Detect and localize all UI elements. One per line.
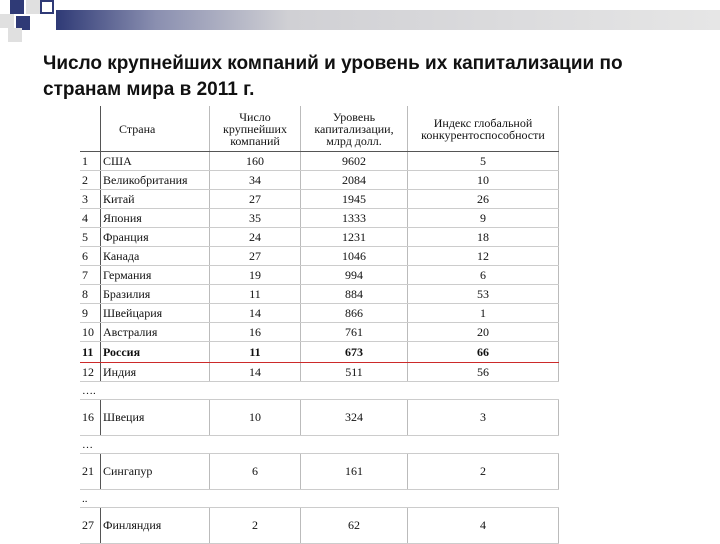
table-row <box>80 266 559 285</box>
cell-num: 5 <box>80 228 101 247</box>
cell-companies: 27 <box>210 247 301 266</box>
header-country: Страна <box>101 106 210 152</box>
cell-num: …. <box>80 382 101 400</box>
cell-capitalization: 994 <box>301 266 408 285</box>
table-row <box>80 454 559 490</box>
table-body <box>80 152 559 544</box>
cell-country: Китай <box>101 190 210 209</box>
table-row <box>80 152 559 171</box>
cell-country: Япония <box>101 209 210 228</box>
table-row <box>80 490 559 508</box>
cell-companies <box>210 490 301 508</box>
cell-country: Германия <box>101 266 210 285</box>
cell-num: 1 <box>80 152 101 171</box>
cell-num: 8 <box>80 285 101 304</box>
cell-country: Швеция <box>101 400 210 436</box>
cell-country: Великобритания <box>101 171 210 190</box>
table-row <box>80 285 559 304</box>
cell-country <box>101 382 210 400</box>
table-row <box>80 247 559 266</box>
cell-capitalization: 1945 <box>301 190 408 209</box>
table-row <box>80 209 559 228</box>
cell-num: 27 <box>80 508 101 544</box>
table-row <box>80 436 559 454</box>
cell-companies: 35 <box>210 209 301 228</box>
cell-country: Канада <box>101 247 210 266</box>
cell-index: 20 <box>408 323 559 342</box>
cell-capitalization: 161 <box>301 454 408 490</box>
cell-index <box>408 436 559 454</box>
cell-country <box>101 436 210 454</box>
table-row <box>80 508 559 544</box>
cell-num: 6 <box>80 247 101 266</box>
cell-capitalization <box>301 490 408 508</box>
cell-capitalization: 1046 <box>301 247 408 266</box>
cell-companies: 24 <box>210 228 301 247</box>
cell-index: 56 <box>408 363 559 382</box>
cell-index: 4 <box>408 508 559 544</box>
cell-index: 18 <box>408 228 559 247</box>
cell-companies: 14 <box>210 304 301 323</box>
cell-country: США <box>101 152 210 171</box>
cell-index: 9 <box>408 209 559 228</box>
cell-capitalization: 673 <box>301 342 408 363</box>
cell-country: Финляндия <box>101 508 210 544</box>
cell-companies: 11 <box>210 342 301 363</box>
deco-square <box>8 28 22 42</box>
cell-num: 9 <box>80 304 101 323</box>
cell-capitalization: 761 <box>301 323 408 342</box>
cell-num: 16 <box>80 400 101 436</box>
cell-companies: 6 <box>210 454 301 490</box>
deco-square <box>10 0 24 14</box>
table-row <box>80 304 559 323</box>
cell-capitalization: 511 <box>301 363 408 382</box>
table-row <box>80 323 559 342</box>
cell-index: 5 <box>408 152 559 171</box>
cell-capitalization: 884 <box>301 285 408 304</box>
cell-companies: 34 <box>210 171 301 190</box>
cell-num: 4 <box>80 209 101 228</box>
header-capitalization: Уровень капитализации, млрд долл. <box>301 106 408 152</box>
deco-square <box>0 14 14 28</box>
cell-index: 12 <box>408 247 559 266</box>
cell-capitalization: 2084 <box>301 171 408 190</box>
cell-companies: 11 <box>210 285 301 304</box>
companies-table <box>80 106 559 544</box>
header-companies: Число крупнейших компаний <box>210 106 301 152</box>
cell-companies: 27 <box>210 190 301 209</box>
cell-index <box>408 490 559 508</box>
table-header-row <box>80 106 559 152</box>
header-index: Индекс глобальной конкурентоспособности <box>408 106 559 152</box>
cell-index: 1 <box>408 304 559 323</box>
cell-num: .. <box>80 490 101 508</box>
cell-companies <box>210 436 301 454</box>
cell-country: Австралия <box>101 323 210 342</box>
cell-country: Сингапур <box>101 454 210 490</box>
cell-capitalization: 1231 <box>301 228 408 247</box>
cell-country: Россия <box>101 342 210 363</box>
cell-country: Бразилия <box>101 285 210 304</box>
cell-index: 66 <box>408 342 559 363</box>
cell-country <box>101 490 210 508</box>
table-row <box>80 342 559 363</box>
cell-companies <box>210 382 301 400</box>
header-num <box>80 106 101 152</box>
cell-companies: 14 <box>210 363 301 382</box>
cell-index: 26 <box>408 190 559 209</box>
cell-companies: 16 <box>210 323 301 342</box>
cell-capitalization: 866 <box>301 304 408 323</box>
cell-index: 10 <box>408 171 559 190</box>
cell-index: 2 <box>408 454 559 490</box>
cell-num: 12 <box>80 363 101 382</box>
deco-gradient-band <box>56 10 720 30</box>
decorative-header-pattern <box>0 0 720 40</box>
cell-num: 11 <box>80 342 101 363</box>
cell-companies: 2 <box>210 508 301 544</box>
cell-num: 2 <box>80 171 101 190</box>
cell-num: 7 <box>80 266 101 285</box>
table-row <box>80 382 559 400</box>
cell-capitalization: 62 <box>301 508 408 544</box>
cell-capitalization: 1333 <box>301 209 408 228</box>
cell-index: 53 <box>408 285 559 304</box>
cell-num: … <box>80 436 101 454</box>
cell-num: 21 <box>80 454 101 490</box>
cell-num: 3 <box>80 190 101 209</box>
cell-companies: 19 <box>210 266 301 285</box>
cell-country: Франция <box>101 228 210 247</box>
table-row <box>80 171 559 190</box>
cell-country: Швейцария <box>101 304 210 323</box>
cell-companies: 10 <box>210 400 301 436</box>
cell-capitalization: 9602 <box>301 152 408 171</box>
slide-title: Число крупнейших компаний и уровень их капитализации по странам мира в 2011 г. <box>43 53 623 100</box>
table-row <box>80 190 559 209</box>
cell-index: 6 <box>408 266 559 285</box>
cell-index: 3 <box>408 400 559 436</box>
cell-capitalization <box>301 382 408 400</box>
table-row <box>80 228 559 247</box>
cell-companies: 160 <box>210 152 301 171</box>
cell-index <box>408 382 559 400</box>
cell-capitalization <box>301 436 408 454</box>
cell-country: Индия <box>101 363 210 382</box>
deco-square <box>26 0 40 14</box>
deco-square <box>40 0 54 14</box>
cell-capitalization: 324 <box>301 400 408 436</box>
table-row <box>80 363 559 382</box>
table-row <box>80 400 559 436</box>
cell-num: 10 <box>80 323 101 342</box>
